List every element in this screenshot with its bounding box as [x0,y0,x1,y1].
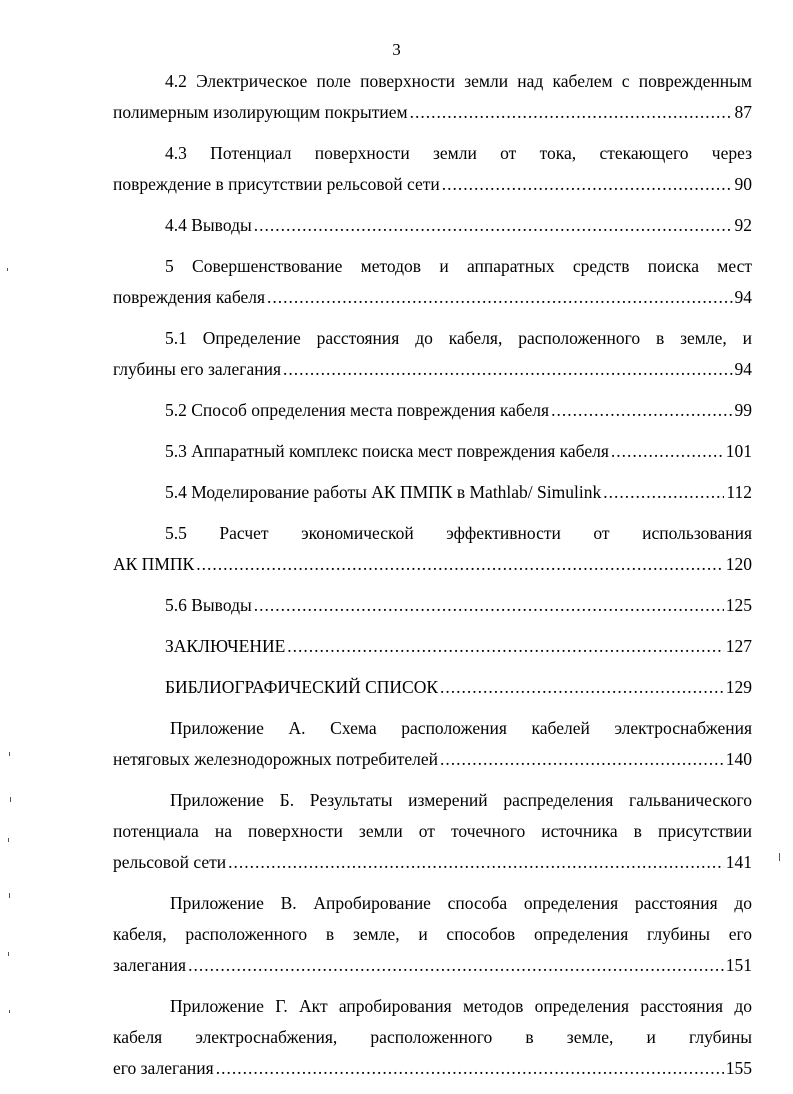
toc-title: 5.2 Способ определения места повреждения кабеля [165,400,550,420]
dot-leader [216,1053,724,1084]
toc-title: 4.4 Выводы [165,215,252,235]
toc-line [113,436,752,467]
toc-page: 155 [725,1058,752,1078]
toc-line [113,210,752,241]
page-number: 3 [392,40,401,59]
toc-title: 5.4 Моделирование работы АК ПМПК в Mathlab/ Simulink [165,482,602,502]
dot-leader [442,169,733,200]
dot-leader [551,395,732,426]
toc-line [113,847,752,878]
toc-line: потенциала на поверхности земли от точечного источника в присутствии [113,821,752,841]
dot-leader [254,210,733,241]
toc-line: кабеля электроснабжения, расположенного в земле, и глубины [113,1027,752,1047]
toc-title: БИБЛИОГРАФИЧЕСКИЙ СПИСОК [165,677,439,697]
toc-line [113,744,752,775]
toc-line [113,97,752,128]
toc-entry-5-3 [113,436,752,467]
toc-entry-conclusion [113,631,752,662]
toc-line: Приложение А. Схема расположения кабелей электроснабжения [170,718,752,738]
toc-page: 129 [725,677,752,697]
scan-artifact [10,797,11,802]
dot-leader [267,282,732,313]
toc-title: ЗАКЛЮЧЕНИЕ [165,636,286,656]
toc-title: повреждения кабеля [113,287,266,307]
dot-leader [254,590,724,621]
toc-line: 5 Совершенствование методов и аппаратных средств поиска мест [165,256,752,276]
toc-line: кабеля, расположенного в земле, и способов определения глубины его [113,924,752,944]
toc-title: глубины его залегания [113,359,282,379]
toc-line: Приложение Б. Результаты измерений распределения гальванического [170,790,752,810]
toc-line [113,477,752,508]
toc-page: 127 [725,636,752,656]
toc-page: 141 [725,852,752,872]
toc-page: 99 [734,400,752,420]
toc-entry-4-2 [113,66,752,128]
table-of-contents [113,66,752,1094]
toc-page: 151 [725,955,752,975]
toc-entry-5-1 [113,323,752,385]
toc-entry-appendix-b [113,785,752,878]
toc-page: 125 [725,595,752,615]
toc-entry-appendix-g [113,991,752,1084]
toc-title: полимерным изолирующим покрытием [113,102,408,122]
toc-title: АК ПМПК [113,554,195,574]
toc-line: Приложение В. Апробирование способа определения расстояния до [170,893,752,913]
toc-page: 94 [734,359,752,379]
toc-page: 140 [725,749,752,769]
toc-entry-bibliography [113,672,752,703]
toc-line [113,950,752,981]
scan-artifact [779,853,780,861]
toc-entry-5-4 [113,477,752,508]
toc-line: Приложение Г. Акт апробирования методов определения расстояния до [170,996,752,1016]
toc-entry-5-5 [113,518,752,580]
toc-title: нетяговых железнодорожных потребителей [113,749,438,769]
toc-title: его залегания [113,1058,214,1078]
toc-line [113,282,752,313]
toc-line [113,631,752,662]
toc-title: 5.3 Аппаратный комплекс поиска мест повреждения кабеля [165,441,609,461]
toc-entry-appendix-a [113,713,752,775]
toc-title: залегания [113,955,187,975]
toc-entry-5-2 [113,395,752,426]
toc-page: 112 [726,482,752,502]
dot-leader [287,631,723,662]
dot-leader [603,477,724,508]
toc-line [113,590,752,621]
scan-artifact [8,838,9,842]
scan-artifact [7,268,8,271]
dot-leader [283,354,732,385]
dot-leader [440,672,724,703]
dot-leader [611,436,724,467]
toc-title: повреждение в присутствии рельсовой сети [113,174,440,194]
dot-leader [188,950,724,981]
toc-line [113,354,752,385]
toc-entry-5 [113,251,752,313]
toc-page: 92 [734,215,752,235]
toc-line [113,395,752,426]
toc-line [113,672,752,703]
toc-line: 4.3 Потенциал поверхности земли от тока, стекающего через [165,143,752,163]
toc-line [113,1053,752,1084]
dot-leader [228,847,724,878]
scan-artifact [9,1010,10,1013]
toc-line: 4.2 Электрическое поле поверхности земли над кабелем с поврежденным [165,71,752,91]
dot-leader [440,744,724,775]
toc-line [113,169,752,200]
toc-title: рельсовой сети [113,852,227,872]
toc-entry-appendix-v [113,888,752,981]
toc-entry-5-6 [113,590,752,621]
toc-entry-4-3 [113,138,752,200]
dot-leader [196,549,724,580]
toc-page: 101 [725,441,752,461]
dot-leader [410,97,733,128]
scan-artifact [9,752,10,756]
toc-page: 90 [734,174,752,194]
toc-line: 5.5 Расчет экономической эффективности от использования [165,523,752,543]
toc-page: 87 [734,102,752,122]
toc-line [113,549,752,580]
toc-page: 94 [734,287,752,307]
toc-page: 120 [725,554,752,574]
scan-artifact [9,893,10,898]
scan-artifact [8,952,9,956]
toc-title: 5.6 Выводы [165,595,252,615]
toc-line: 5.1 Определение расстояния до кабеля, расположенного в земле, и [165,328,752,348]
toc-entry-4-4 [113,210,752,241]
